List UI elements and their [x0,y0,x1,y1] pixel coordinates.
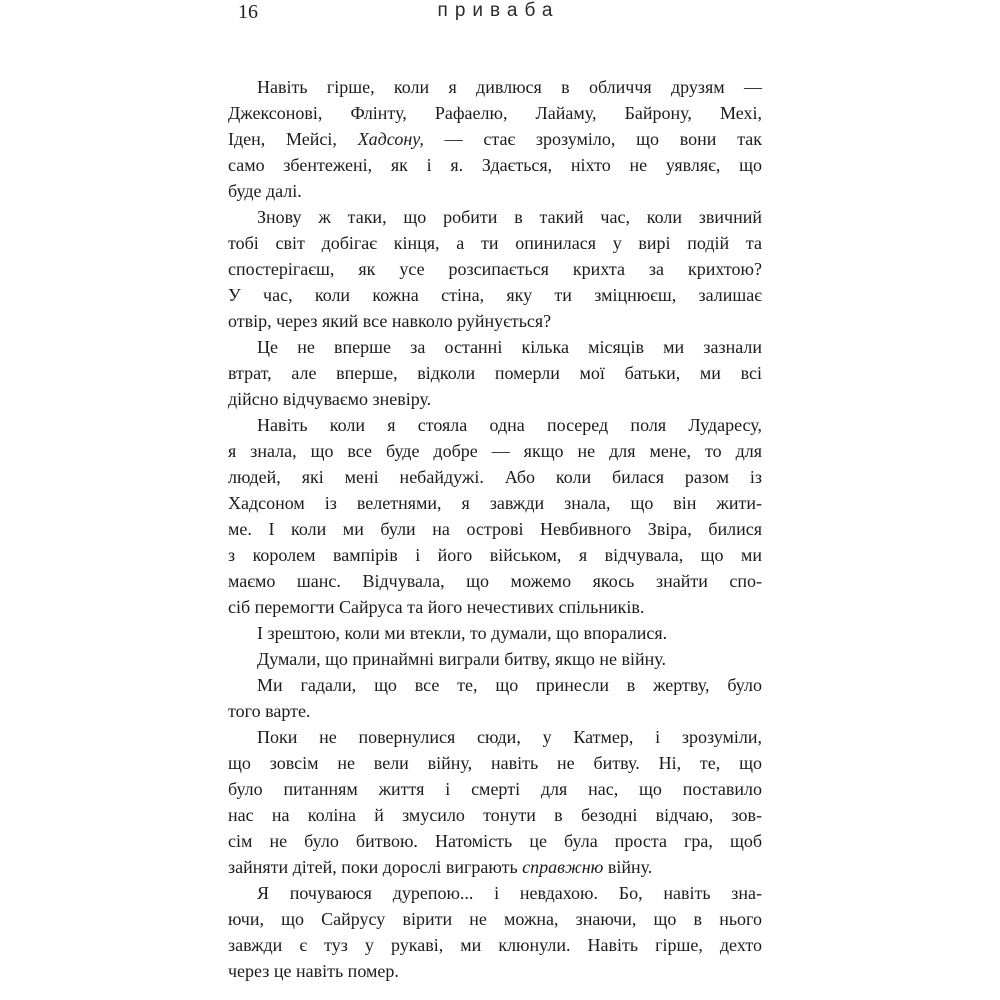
text-line: сіб перемогти Сайруса та його нечестивих спільників. [228,597,645,617]
text-line: Ми гадали, що все те, що принесли в жертву, було [257,675,762,695]
text-line: з королем вампірів і його військом, я відчувала, що ми [228,545,762,565]
running-title: приваба [437,0,560,21]
text-line: було питанням життя і смерті для нас, що поставило [228,779,762,799]
text-line: Навіть гірше, коли я дивлюся в обличчя друзям — [257,77,762,97]
text-line: отвір, через який все навколо руйнується? [228,311,552,331]
text-line: Це не вперше за останні кілька місяців ми зазнали [257,337,762,357]
text-line: ме. І коли ми були на острові Невбивного Звіра, билися [228,519,762,539]
text-line: що зовсім не вели війну, навіть не битву. Ні, те, що [228,753,762,773]
text-line: Навіть коли я стояла одна посеред поля Лударесу, [257,415,762,435]
paragraph [228,412,762,620]
text-line: сім не було битвою. Натомість це була проста гра, щоб [228,831,762,851]
paragraph [228,724,762,880]
running-head [228,0,762,26]
text-line: завжди є туз у рукаві, ми клюнули. Навіть гірше, дехто [228,935,762,955]
text-line: втрат, але вперше, відколи померли мої батьки, ми всі [228,363,762,383]
paragraph [228,672,762,724]
text-line: І зрештою, коли ми втекли, то думали, що впоралися. [257,623,668,643]
text-line: Поки не повернулися сюди, у Катмер, і зрозуміли, [257,727,762,747]
text-line: ючи, що Сайрусу вірити не можна, знаючи, що в нього [228,909,762,929]
text-line: У час, коли кожна стіна, яку ти зміцнюєш, залишає [228,285,762,305]
text-line: Я почуваюся дурепою... і невдахою. Бо, навіть зна- [257,883,762,903]
text-line: через це навіть помер. [228,961,399,981]
text-line: Думали, що принаймні виграли битву, якщо не війну. [257,649,666,669]
page-number: 16 [238,1,258,23]
text-line: я знала, що все буде добре — якщо не для мене, то для [228,441,762,461]
text-line: того варте. [228,701,311,721]
text-body [228,74,762,984]
paragraph [228,620,762,646]
text-line: само збентежені, як і я. Здається, ніхто не уявляє, що [228,155,762,175]
text-line: Хадсоном із велетнями, я завжди знала, що він жити- [228,493,762,513]
text-line: тобі світ добігає кінця, а ти опинилася у вирі подій та [228,233,762,253]
text-line: зайняти дітей, поки дорослі виграють справжню війну. [228,857,653,877]
text-line: дійсно відчуваємо зневіру. [228,389,432,409]
text-line: спостерігаєш, як усе розсипається крихта за крихтою? [228,259,762,279]
paragraph [228,204,762,334]
text-line: людей, які мені небайдужі. Або коли билася разом із [228,467,762,487]
text-line: буде далі. [228,181,302,201]
paragraph [228,646,762,672]
text-line: Джексонові, Флінту, Рафаелю, Лайаму, Байрону, Мехі, [228,103,762,123]
text-line: маємо шанс. Відчувала, що можемо якось знайти спо- [228,571,762,591]
text-line: Знову ж таки, що робити в такий час, коли звичний [257,207,762,227]
paragraph [228,880,762,984]
text-line: нас на коліна й змусило тонути в безодні відчаю, зов- [228,805,762,825]
paragraph [228,334,762,412]
text-line: Іден, Мейсі, Хадсону, — стає зрозуміло, що вони так [228,129,763,149]
paragraph [228,74,762,204]
